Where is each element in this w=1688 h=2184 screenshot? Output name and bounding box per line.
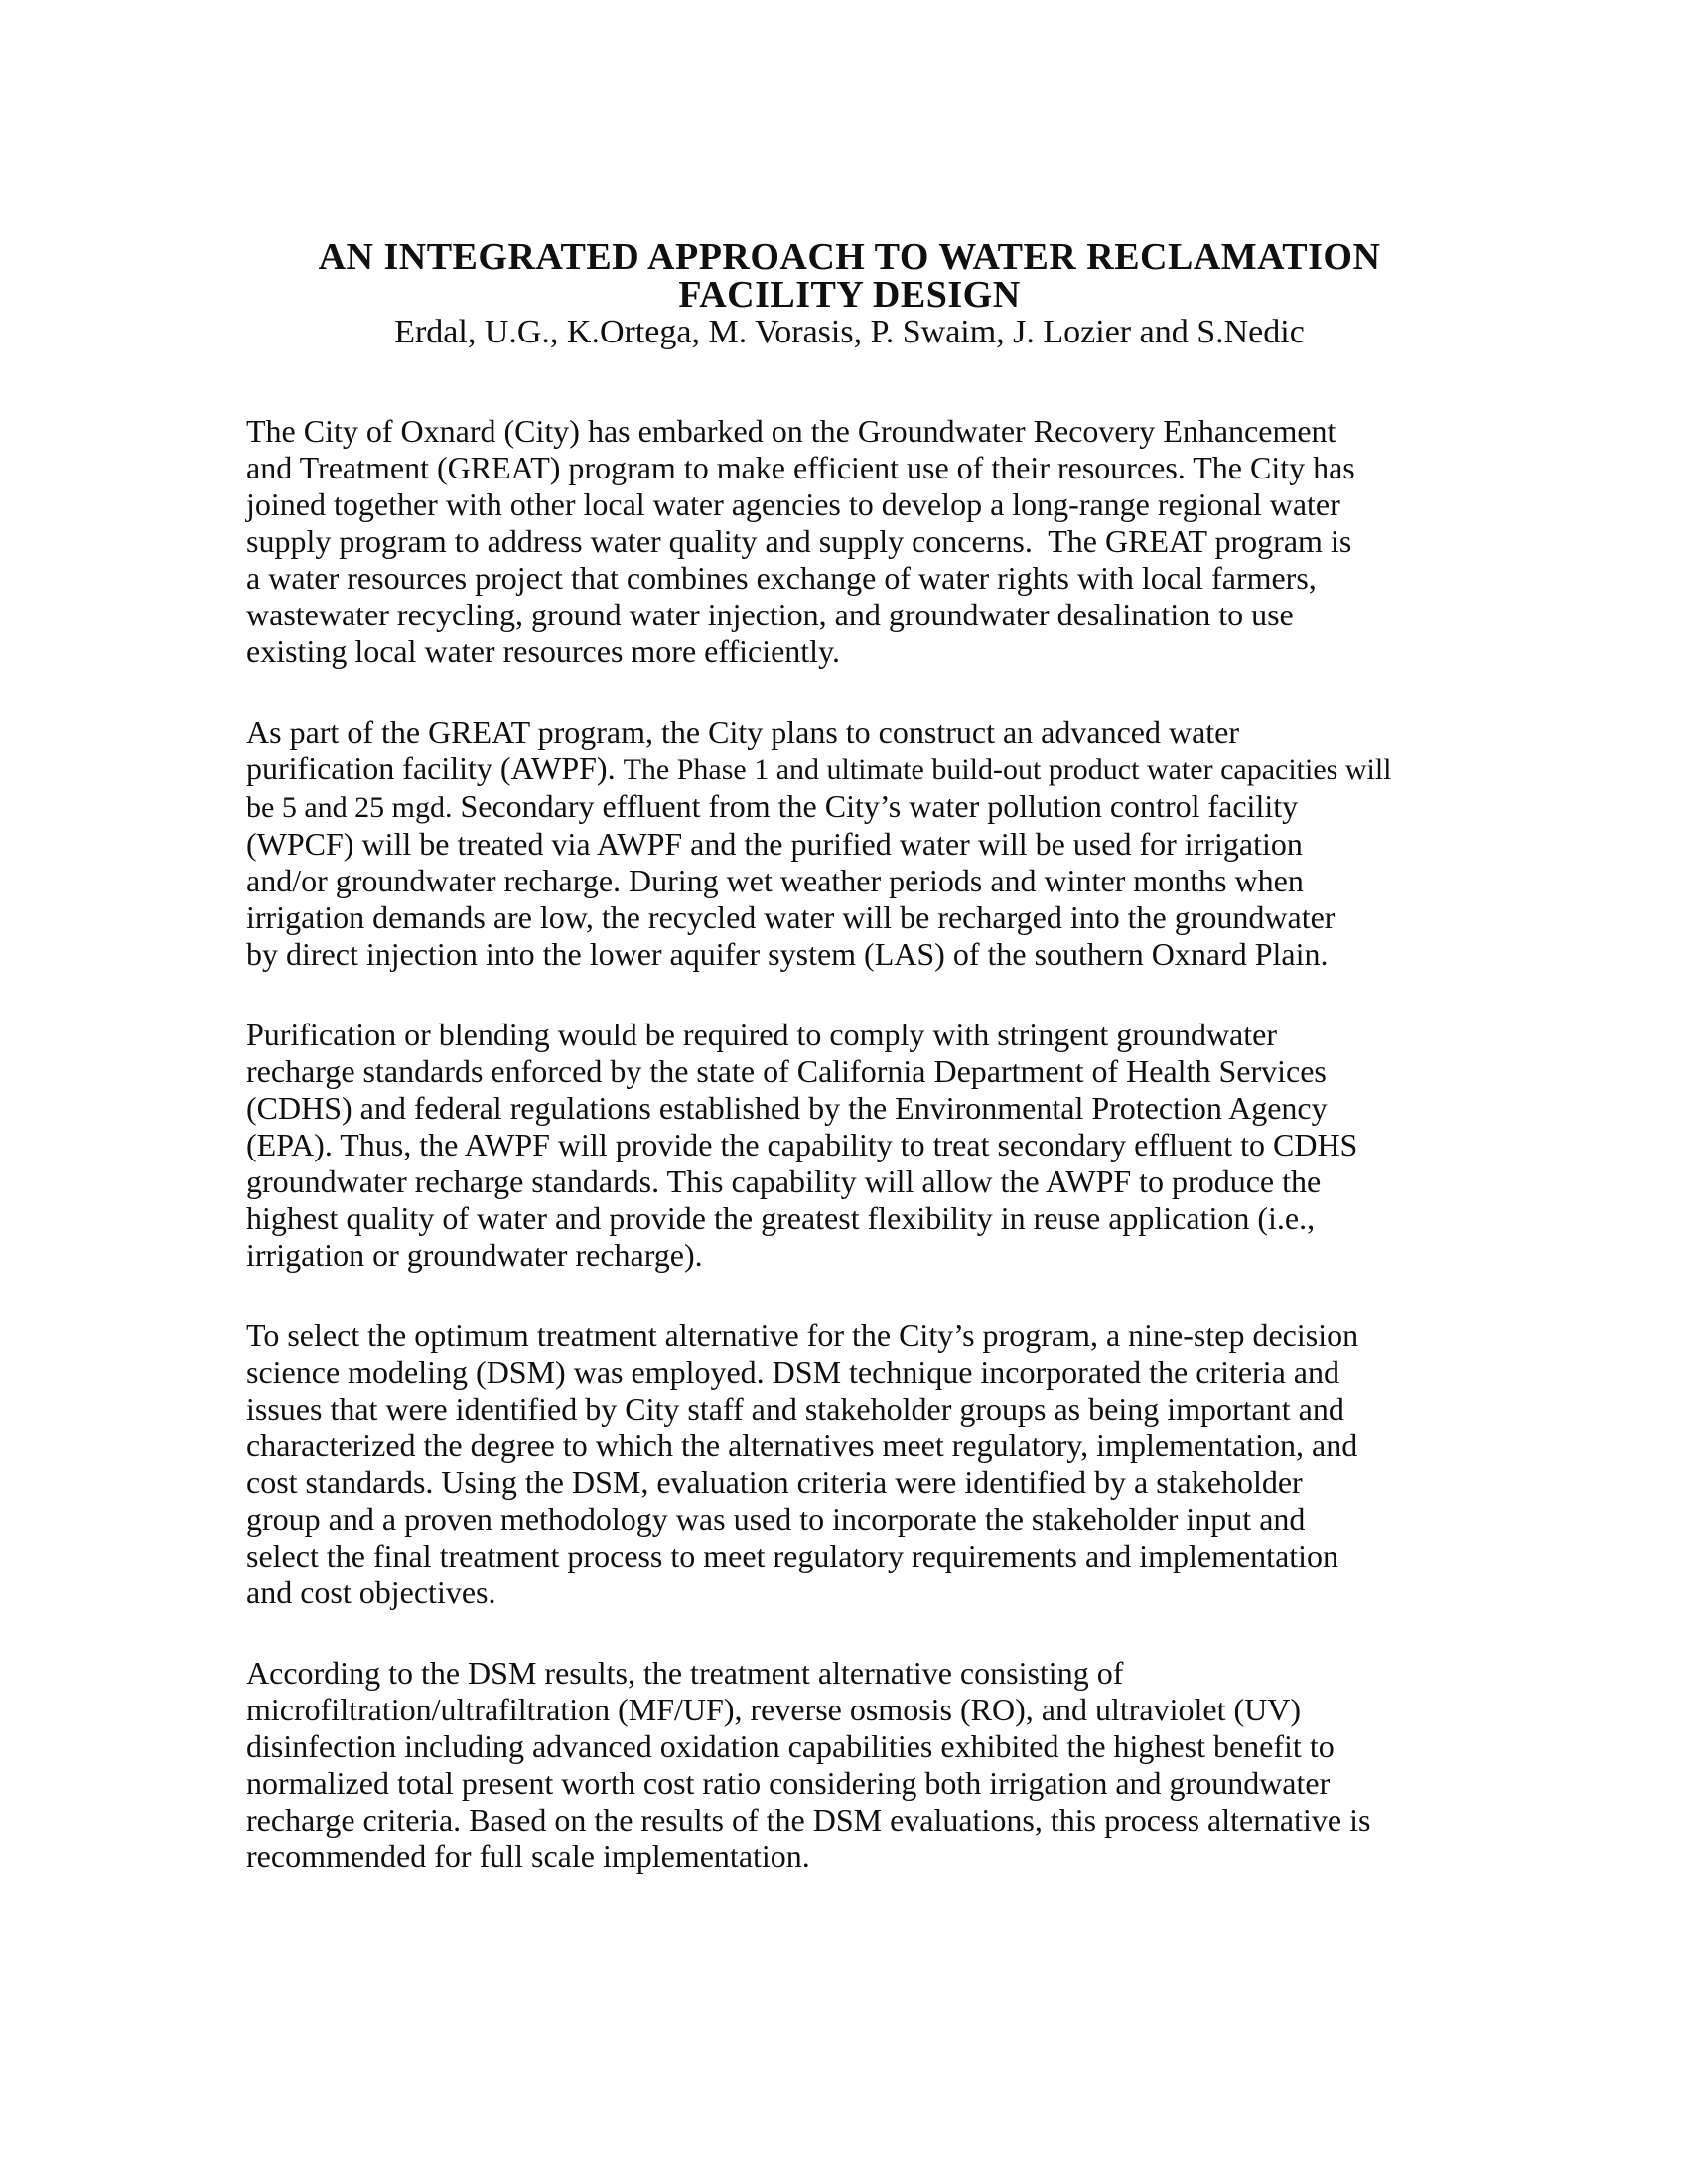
text-line: recharge standards enforced by the state of California Department of Health Services [246, 1053, 1327, 1089]
paragraph [246, 413, 1453, 670]
text-line: disinfection including advanced oxidation capabilities exhibited the highest benefit to [246, 1728, 1335, 1764]
text-line: recommended for full scale implementation. [246, 1839, 810, 1874]
text-line: highest quality of water and provide the greatest flexibility in reuse application (i.e., [246, 1200, 1316, 1236]
text-line: As part of the GREAT program, the City plans to construct an advanced water [246, 714, 1240, 750]
paragraph [246, 1017, 1453, 1274]
abstract-body [246, 413, 1453, 1875]
author-line: Erdal, U.G., K.Ortega, M. Vorasis, P. Swaim, J. Lozier and S.Nedic [394, 314, 1305, 350]
paper-title-line-2: FACILITY DESIGN [678, 274, 1021, 316]
alt-font-segment: be 5 and 25 mgd. [246, 791, 453, 824]
text-line: and cost objectives. [246, 1574, 496, 1610]
text-line: and/or groundwater recharge. During wet weather periods and winter months when [246, 863, 1304, 898]
text-line: According to the DSM results, the treatment alternative consisting of [246, 1655, 1124, 1691]
paper-title [246, 238, 1453, 314]
text-line: groundwater recharge standards. This capability will allow the AWPF to produce the [246, 1163, 1322, 1199]
text-line: (EPA). Thus, the AWPF will provide the capability to treat secondary effluent to CDHS [246, 1127, 1358, 1162]
text-line: joined together with other local water agencies to develop a long-range regional water [246, 486, 1340, 522]
text-line: microfiltration/ultrafiltration (MF/UF), reverse osmosis (RO), and ultraviolet (UV) [246, 1692, 1301, 1727]
text-line: issues that were identified by City staff and stakeholder groups as being important and [246, 1391, 1344, 1427]
text-line: irrigation or groundwater recharge). [246, 1237, 703, 1273]
text-line: by direct injection into the lower aquifer system (LAS) of the southern Oxnard Plain. [246, 936, 1329, 972]
text-line: a water resources project that combines exchange of water rights with local farmers, [246, 560, 1317, 596]
text-line: The City of Oxnard (City) has embarked on the Groundwater Recovery Enhancement [246, 413, 1336, 449]
text-line: science modeling (DSM) was employed. DSM technique incorporated the criteria and [246, 1354, 1339, 1390]
text-line: group and a proven methodology was used to incorporate the stakeholder input and [246, 1501, 1306, 1537]
paragraph [246, 714, 1453, 973]
paper-title-line-1: AN INTEGRATED APPROACH TO WATER RECLAMATION [318, 236, 1381, 278]
text-line: purification facility (AWPF). The Phase 1 and ultimate build-out product water capacities will [246, 751, 1392, 786]
text-line: Purification or blending would be required to comply with stringent groundwater [246, 1017, 1277, 1052]
text-line: (WPCF) will be treated via AWPF and the purified water will be used for irrigation [246, 826, 1303, 862]
text-line: To select the optimum treatment alternative for the City’s program, a nine-step decision [246, 1317, 1359, 1353]
text-line: wastewater recycling, ground water injection, and groundwater desalination to use [246, 597, 1294, 632]
paragraph [246, 1317, 1453, 1611]
alt-font-segment: The Phase 1 and ultimate build-out product water capacities will [623, 753, 1392, 786]
text-line: and Treatment (GREAT) program to make efficient use of their resources. The City has [246, 450, 1355, 485]
text-line: select the final treatment process to meet regulatory requirements and implementation [246, 1538, 1339, 1573]
text-line: normalized total present worth cost ratio considering both irrigation and groundwater [246, 1765, 1331, 1801]
text-line: cost standards. Using the DSM, evaluation criteria were identified by a stakeholder [246, 1464, 1303, 1500]
text-line: be 5 and 25 mgd. Secondary effluent from the City’s water pollution control facility [246, 788, 1299, 824]
abstract-content [246, 238, 1453, 1919]
text-line: irrigation demands are low, the recycled water will be recharged into the groundwater [246, 899, 1336, 935]
text-line: recharge criteria. Based on the results of the DSM evaluations, this process alternative is [246, 1802, 1371, 1838]
text-line: supply program to address water quality and supply concerns. The GREAT program is [246, 523, 1352, 559]
text-line: (CDHS) and federal regulations established by the Environmental Protection Agency [246, 1090, 1328, 1126]
text-line: existing local water resources more efficiently. [246, 633, 840, 669]
paragraph [246, 1655, 1453, 1875]
text-line: characterized the degree to which the alternatives meet regulatory, implementation, and [246, 1428, 1358, 1463]
